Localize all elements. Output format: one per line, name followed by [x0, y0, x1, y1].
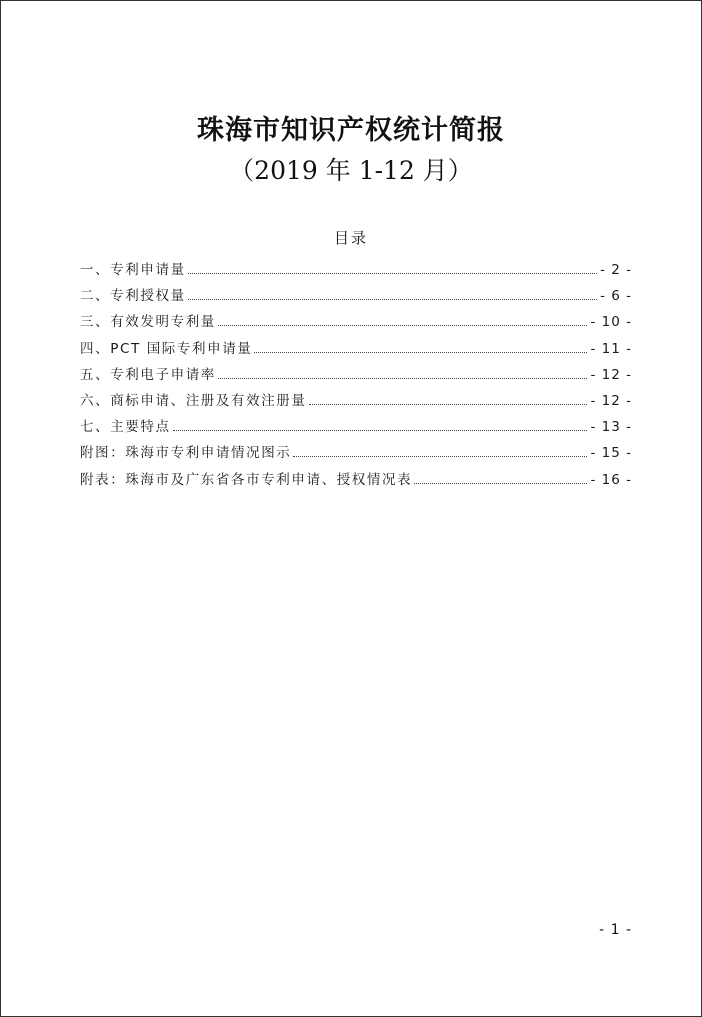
- toc-entry-appendix-figures[interactable]: [80, 442, 632, 468]
- document-subtitle: （2019 年 1-12 月）: [229, 156, 473, 185]
- toc-entry-label: 五、专利电子申请率: [80, 366, 216, 383]
- toc-entry-page: - 10 -: [590, 314, 632, 331]
- toc-entry-trademarks[interactable]: [80, 390, 632, 416]
- toc-entry-page: - 12 -: [590, 392, 632, 409]
- toc-entry-main-features[interactable]: [80, 416, 632, 442]
- toc-entry-pct-applications[interactable]: [80, 338, 632, 364]
- toc-entry-page: - 2 -: [600, 262, 632, 278]
- toc-entry-page: - 6 -: [600, 288, 632, 305]
- toc-entry-patent-grants[interactable]: [80, 285, 632, 311]
- page-number: - 1 -: [599, 922, 632, 938]
- dot-leader: [218, 377, 588, 379]
- toc-entry-label: 三、有效发明专利量: [80, 314, 216, 331]
- dot-leader: [414, 482, 587, 484]
- toc-entry-label: 附表：珠海市及广东省各市专利申请、授权情况表: [80, 471, 413, 488]
- document-title: 珠海市知识产权统计简报: [197, 115, 505, 146]
- dot-leader: [188, 272, 597, 274]
- dot-leader: [173, 429, 588, 431]
- table-of-contents: [80, 259, 632, 495]
- toc-entry-label: 二、专利授权量: [80, 288, 186, 305]
- toc-entry-label: 七、主要特点: [80, 419, 171, 436]
- toc-entry-label: 四、PCT 国际专利申请量: [80, 340, 253, 357]
- toc-heading: 目录: [333, 229, 368, 247]
- toc-entry-patent-applications[interactable]: [80, 259, 632, 285]
- dot-leader: [309, 403, 588, 405]
- toc-entry-label: 一、专利申请量: [80, 262, 186, 278]
- toc-entry-label: 附图：珠海市专利申请情况图示: [80, 445, 292, 462]
- toc-entry-page: - 11 -: [590, 340, 632, 357]
- toc-entry-valid-invention-patents[interactable]: [80, 311, 632, 337]
- toc-entry-page: - 13 -: [590, 419, 632, 436]
- toc-entry-appendix-tables[interactable]: [80, 469, 632, 495]
- dot-leader: [293, 455, 587, 457]
- toc-entry-page: - 15 -: [590, 445, 632, 462]
- toc-entry-label: 六、商标申请、注册及有效注册量: [80, 392, 307, 409]
- toc-entry-page: - 16 -: [590, 471, 632, 488]
- dot-leader: [188, 298, 597, 300]
- dot-leader: [218, 324, 588, 326]
- toc-entry-electronic-application-rate[interactable]: [80, 364, 632, 390]
- toc-entry-page: - 12 -: [590, 366, 632, 383]
- dot-leader: [254, 351, 587, 353]
